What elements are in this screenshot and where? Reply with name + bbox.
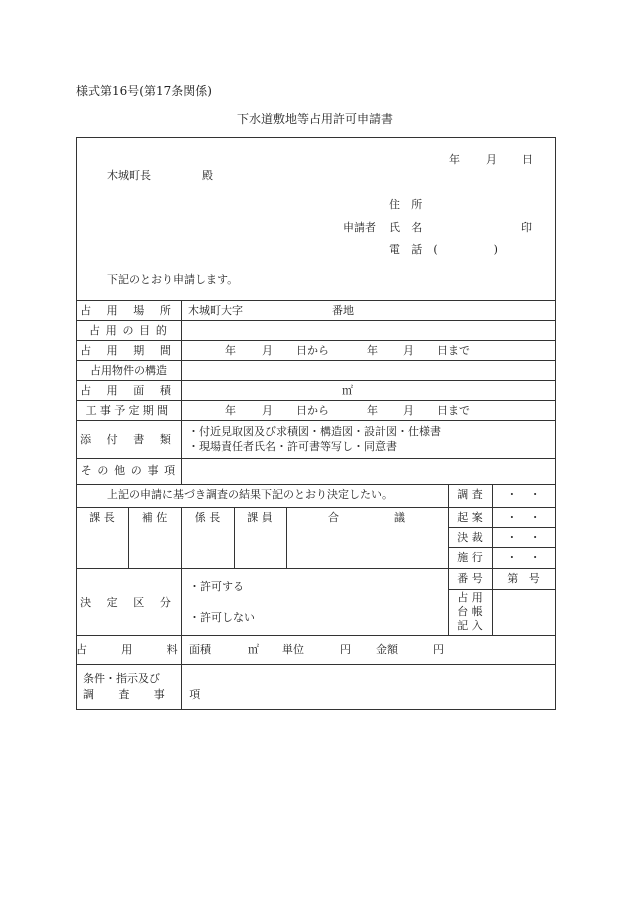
role-assistant: 補 佐: [141, 511, 168, 524]
other-label: そ の 他 の 事 項: [80, 464, 177, 477]
draft-label: 起 案: [457, 511, 483, 524]
row-divider: [76, 380, 556, 381]
attachments-line1: ・付近見取図及び求積図・構造図・設計図・仕様書: [188, 425, 441, 438]
addressee: 木城町長: [107, 169, 151, 182]
construction-year: 年: [225, 404, 236, 417]
date-month: 月: [486, 153, 497, 166]
side-divider: [448, 547, 556, 548]
role-column-line: [286, 507, 287, 568]
row-divider: [76, 507, 556, 508]
row-divider: [76, 458, 556, 459]
phone-label: 電 話 ( ): [389, 243, 498, 256]
row-divider: [76, 635, 556, 636]
survey-date: ・ ・: [506, 488, 541, 501]
conditions-label-1: 条件・指示及び: [83, 672, 160, 685]
row-divider: [76, 340, 556, 341]
role-consult-2: 議: [394, 511, 405, 524]
structure-label: 占用物件の構造: [90, 364, 167, 377]
decision-category-label: 決 定 区 分: [80, 596, 177, 609]
attachments-label: 添 付 書 類: [80, 433, 177, 446]
location-suffix: 番地: [332, 304, 354, 317]
construction-month: 月: [262, 404, 273, 417]
enforcement-label: 施 行: [457, 551, 483, 564]
row-divider: [76, 664, 556, 665]
role-subsection-chief: 係 長: [194, 511, 221, 524]
number-value: 第 号: [507, 572, 540, 585]
ledger-label-2: 台 帳: [457, 605, 483, 618]
seal-mark: 印: [521, 221, 532, 234]
applicant-label: 申請者: [343, 221, 376, 234]
construction-label: 工事予定期間: [85, 404, 172, 417]
form-number: 様式第16号(第17条関係): [76, 84, 212, 98]
side-divider: [448, 589, 556, 590]
period-year: 年: [225, 344, 236, 357]
period-from: 日から: [296, 344, 329, 357]
area-label: 占 用 面 積: [80, 384, 177, 397]
fee-yen-1: 円: [340, 643, 351, 656]
enforcement-date: ・ ・: [506, 551, 541, 564]
date-year: 年: [449, 153, 460, 166]
location-label: 占 用 場 所: [80, 304, 177, 317]
survey-label: 調 査: [457, 488, 483, 501]
area-unit: ㎡: [342, 384, 353, 397]
address-label: 住 所: [389, 198, 423, 211]
decision-text: 上記の申請に基づき調査の結果下記のとおり決定したい。: [107, 488, 393, 501]
fee-yen-2: 円: [433, 643, 444, 656]
construction-year2: 年: [367, 404, 378, 417]
construction-to: 日まで: [437, 404, 470, 417]
table-border-right: [555, 137, 556, 709]
attachments-line2: ・現場責任者氏名・許可書等写し・同意書: [188, 440, 397, 453]
row-divider: [76, 568, 556, 569]
conditions-label-2: 調 査 事 項: [83, 688, 211, 701]
ledger-label-3: 記 入: [457, 619, 483, 632]
draft-date: ・ ・: [506, 511, 541, 524]
role-section-chief: 課 長: [89, 511, 115, 524]
period-month2: 月: [403, 344, 414, 357]
location-prefix: 木城町大字: [188, 304, 243, 317]
approval-date: ・ ・: [506, 531, 541, 544]
purpose-label: 占 用 の 目 的: [89, 324, 168, 337]
table-border-left: [76, 137, 77, 709]
number-label: 番 号: [457, 572, 483, 585]
row-divider: [76, 300, 556, 301]
construction-month2: 月: [403, 404, 414, 417]
row-divider: [76, 360, 556, 361]
role-consult-1: 合: [328, 511, 339, 524]
honorific: 殿: [202, 169, 213, 182]
role-staff: 課 員: [247, 511, 273, 524]
row-divider: [76, 420, 556, 421]
table-border-top: [76, 137, 556, 138]
side-divider: [448, 527, 556, 528]
construction-from: 日から: [296, 404, 329, 417]
option-permit: ・許可する: [189, 580, 244, 593]
period-month: 月: [262, 344, 273, 357]
fee-label: 占 用 料: [76, 643, 193, 656]
period-label: 占 用 期 間: [80, 344, 177, 357]
fee-area-label: 面積: [189, 643, 211, 656]
fee-area-unit: ㎡: [248, 643, 259, 656]
approval-label: 決 裁: [457, 531, 483, 544]
fee-unit-label: 単位: [282, 643, 304, 656]
label-column-line: [181, 300, 182, 484]
option-deny: ・許可しない: [189, 611, 255, 624]
row-divider: [76, 484, 556, 485]
period-year2: 年: [367, 344, 378, 357]
request-text: 下記のとおり申請します。: [107, 273, 239, 286]
period-to: 日まで: [437, 344, 470, 357]
table-border-bottom: [76, 709, 556, 710]
ledger-label-1: 占 用: [457, 591, 483, 604]
date-day: 日: [522, 153, 533, 166]
form-title: 下水道敷地等占用許可申請書: [236, 112, 393, 126]
row-divider: [76, 320, 556, 321]
fee-total-label: 金額: [376, 643, 398, 656]
row-divider: [76, 400, 556, 401]
name-label: 氏 名: [389, 221, 423, 234]
